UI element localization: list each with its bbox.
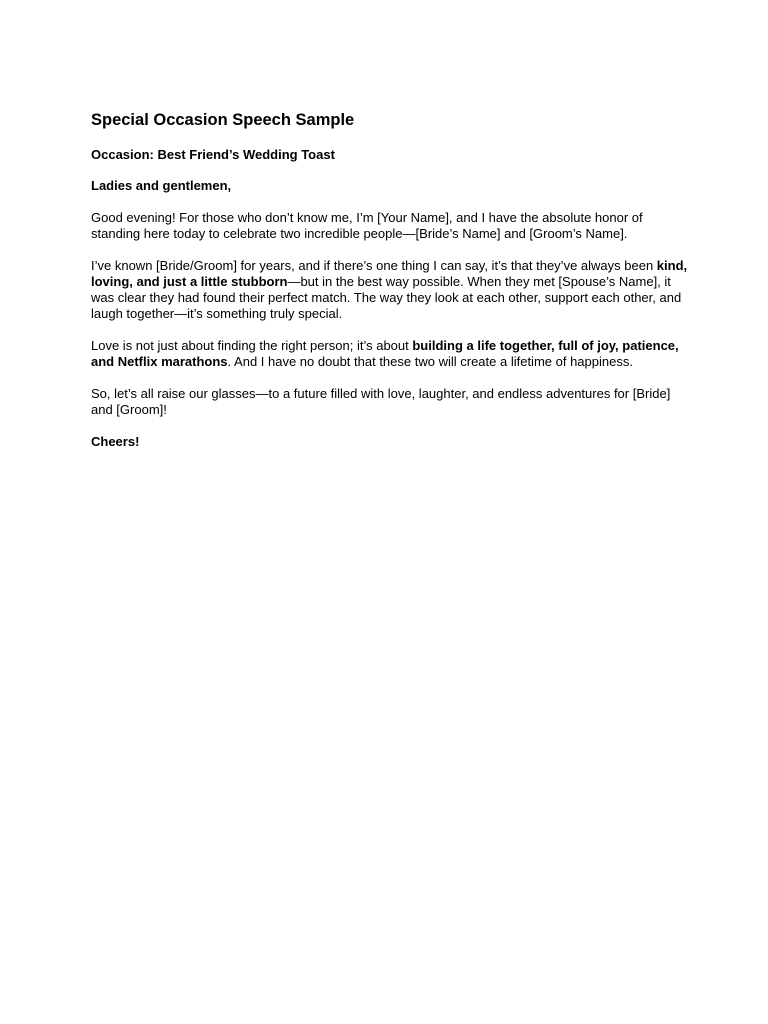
paragraph-intro: Good evening! For those who don’t know me, I’m [Your Name], and I have the absolute honor of standing here today to celebrate two incredible people—[Bride’s Name] and [Groom’s Name].: [91, 210, 643, 241]
paragraph-toast: So, let’s all raise our glasses—to a future filled with love, laughter, and endless adventures for [Bride] and [Groom]!: [91, 386, 671, 417]
paragraph-known: [91, 258, 691, 322]
document-title: Special Occasion Speech Sample: [91, 111, 355, 129]
document-page: [91, 110, 691, 466]
paragraph-love-emphasis: building a life together, full of joy, patience, and Netflix marathons: [91, 338, 679, 369]
greeting: Ladies and gentlemen,: [91, 178, 232, 193]
paragraph-known-text-start: I’ve known [Bride/Groom] for years, and if there’s one thing I can say, it’s that they’ve always been: [91, 258, 657, 273]
closing-line: Cheers!: [91, 434, 140, 449]
paragraph-love: [91, 338, 691, 370]
paragraph-known-text-end: —but in the best way possible. When they met [Spouse’s Name], it was clear they had found their perfect match. The way they look at each other, support each other, and laugh together—it’s something truly special.: [91, 274, 682, 321]
paragraph-known-emphasis: kind, loving, and just a little stubborn: [91, 258, 688, 289]
paragraph-love-text-end: . And I have no doubt that these two will create a lifetime of happiness.: [227, 354, 633, 369]
paragraph-love-text-start: Love is not just about finding the right person; it’s about: [91, 338, 413, 353]
occasion-heading: Occasion: Best Friend’s Wedding Toast: [91, 147, 335, 162]
